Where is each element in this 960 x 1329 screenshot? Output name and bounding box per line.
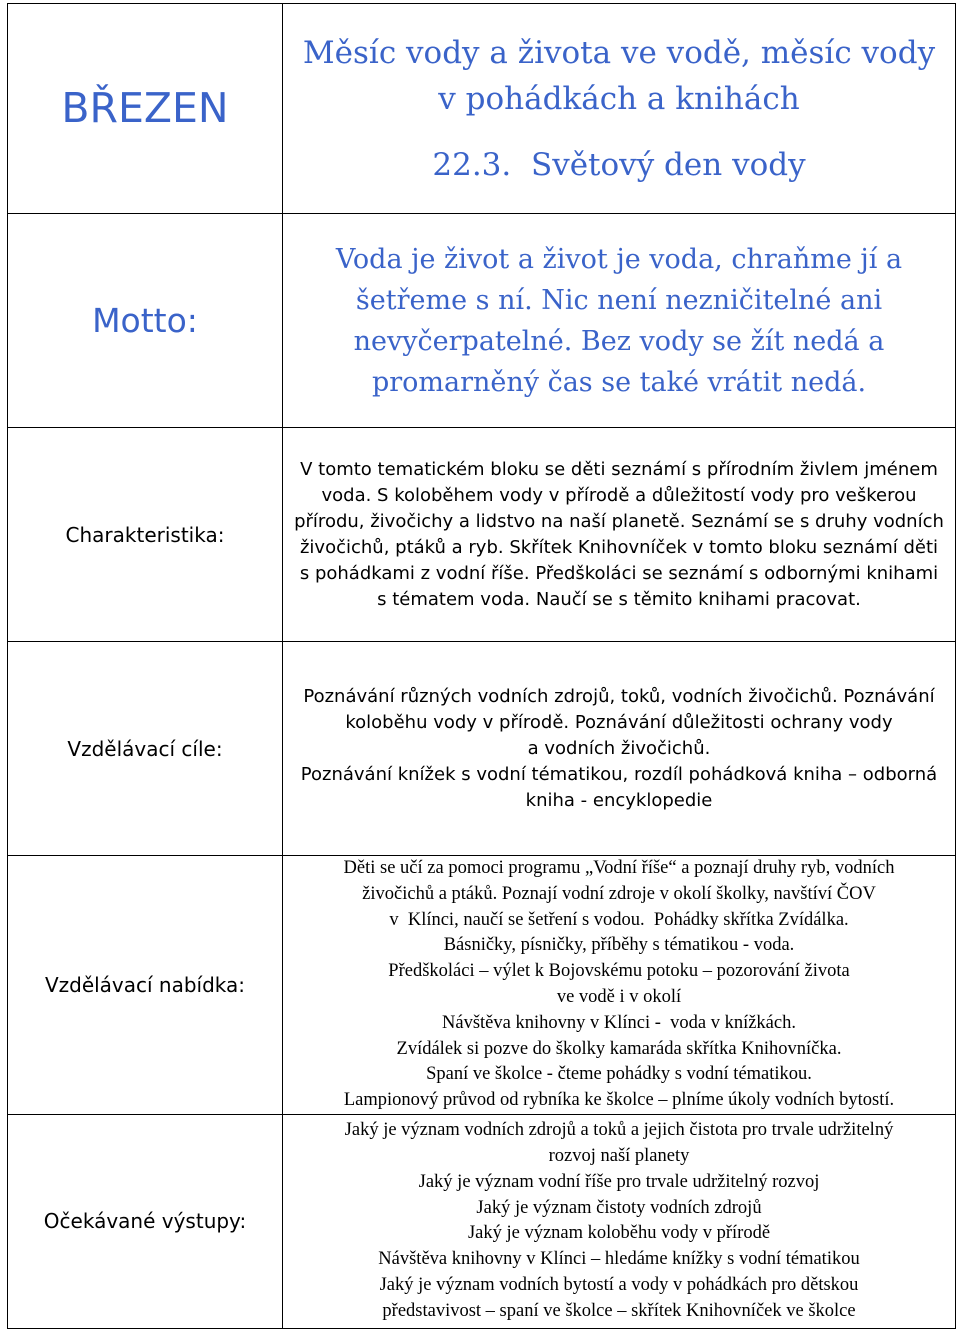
text-line: voda. S koloběhem vody v přírodě a důležitostí vody pro veškerou <box>321 484 917 506</box>
outcomes-row <box>8 1114 956 1328</box>
motto-line: Voda je život a život je voda, chraňme jí a <box>335 243 903 275</box>
goals-text-cell <box>283 642 956 856</box>
text-line: Básničky, písničky, příběhy s tématikou - voda. <box>443 935 795 956</box>
text-line: s pohádkami z vodní říše. Předškoláci se seznámí s odbornými knihami <box>299 562 939 584</box>
text-line: Poznávání různých vodních zdrojů, toků, vodních živočichů. Poznávání <box>303 685 935 707</box>
text-line: Děti se učí za pomoci programu „Vodní říše“ a poznají druhy ryb, vodních <box>343 858 895 878</box>
title-line: v pohádkách a knihách <box>438 80 800 117</box>
motto-label-cell <box>8 214 283 428</box>
text-line: Lampionový průvod od rybníka ke školce – plníme úkoly vodních bytostí. <box>343 1090 895 1111</box>
offer-text-cell <box>283 856 956 1115</box>
motto-line: šetřeme s ní. Nic není nezničitelné ani <box>355 284 883 316</box>
text-line: Jaký je význam čistoty vodních zdrojů <box>476 1197 762 1218</box>
outcomes-label: Očekávané výstupy: <box>43 1209 247 1234</box>
month-heading: BŘEZEN <box>61 84 229 132</box>
text-line: představivost – spaní ve školce – skřítek Knihovníček ve školce <box>382 1300 856 1321</box>
text-line: Jaký je význam vodní říše pro trvale udržitelný rozvoj <box>418 1171 820 1192</box>
date-line: 22.3. Světový den vody <box>432 146 806 183</box>
text-line: kniha - encyklopedie <box>525 789 713 811</box>
motto-row <box>8 214 956 428</box>
offer-row <box>8 856 956 1115</box>
text-line: V tomto tematickém bloku se děti seznámí s přírodním živlem jménem <box>300 458 938 480</box>
text-line: Spaní ve školce - čteme pohádky s vodní tématikou. <box>426 1064 812 1085</box>
motto-line: nevyčerpatelné. Bez vody se žít nedá a <box>353 325 885 357</box>
text-line: Návštěva knihovny v Klínci - voda v knížkách. <box>442 1012 796 1033</box>
text-line: Jaký je význam vodních bytostí a vody v pohádkách pro dětskou <box>379 1275 859 1296</box>
offer-label-cell <box>8 856 283 1115</box>
characteristics-row <box>8 428 956 642</box>
motto-line: promarněný čas se také vrátit nedá. <box>371 366 867 398</box>
characteristics-label-cell <box>8 428 283 642</box>
outcomes-label-cell <box>8 1114 283 1328</box>
text-line: Zvídálek si pozve do školky kamaráda skřítka Knihovníčka. <box>396 1038 842 1059</box>
motto-text-cell <box>283 214 956 428</box>
text-line: koloběhu vody v přírodě. Poznávání důležitosti ochrany vody <box>345 711 893 733</box>
text-line: a vodních živočichů. <box>527 737 711 759</box>
text-line: Poznávání knížek s vodní tématikou, rozdíl pohádková kniha – odborná <box>300 763 938 785</box>
header-row <box>8 4 956 214</box>
text-line: s tématem voda. Naučí se s těmito knihami pracovat. <box>377 588 861 610</box>
text-line: živočichů a ptáků. Poznají vodní zdroje v okolí školky, navštíví ČOV <box>362 883 876 904</box>
motto-label: Motto: <box>92 301 198 340</box>
text-line: v Klínci, naučí se šetření s vodou. Pohádky skřítka Zvídálka. <box>389 909 849 930</box>
outcomes-text-cell <box>283 1114 956 1328</box>
goals-label: Vzdělávací cíle: <box>67 736 223 761</box>
month-cell <box>8 4 283 214</box>
text-line: Jaký je význam koloběhu vody v přírodě <box>467 1223 771 1244</box>
text-line: Předškoláci – výlet k Bojovskému potoku – pozorování života <box>388 961 850 982</box>
text-line: živočichů, ptáků a ryb. Skřítek Knihovníček v tomto bloku seznámí děti <box>299 536 939 558</box>
text-line: ve vodě i v okolí <box>556 986 682 1007</box>
text-line: Návštěva knihovny v Klínci – hledáme knížky s vodní tématikou <box>378 1249 860 1270</box>
goals-label-cell <box>8 642 283 856</box>
characteristics-label: Charakteristika: <box>65 522 225 547</box>
title-line: Měsíc vody a života ve vodě, měsíc vody <box>302 34 936 71</box>
text-line: přírodu, živočichy a lidstvo na naší planetě. Seznámí se s druhy vodních <box>294 510 944 532</box>
text-line: rozvoj naší planety <box>548 1146 690 1167</box>
text-line: Jaký je význam vodních zdrojů a toků a jejich čistota pro trvale udržitelný <box>344 1120 894 1141</box>
goals-row <box>8 642 956 856</box>
title-cell <box>283 4 956 214</box>
characteristics-text-cell <box>283 428 956 642</box>
plan-table <box>7 3 956 1329</box>
offer-label: Vzdělávací nabídka: <box>44 972 246 997</box>
